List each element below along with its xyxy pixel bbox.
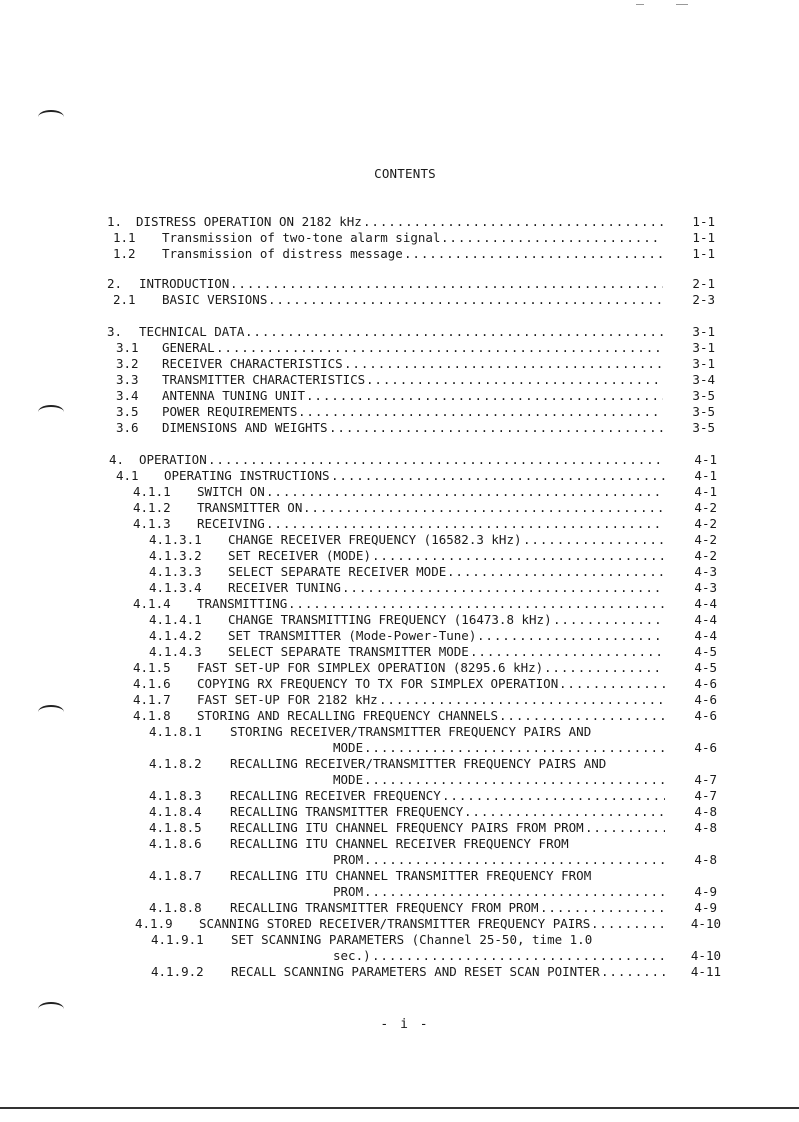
toc-entry-title: SET TRANSMITTER (Mode-Power-Tune) (228, 628, 477, 643)
toc-entry-page: 4-4 (694, 628, 717, 643)
punch-hole-mark (38, 1002, 64, 1016)
toc-entry[interactable] (0, 230, 799, 246)
toc-entry-page: 1-1 (692, 214, 715, 229)
toc-entry[interactable] (0, 900, 799, 916)
toc-entry-title: RECALLING ITU CHANNEL RECEIVER FREQUENCY FROM (230, 836, 569, 851)
toc-entry-number: 4.1.9.1 (151, 932, 204, 947)
dot-leader (477, 628, 665, 644)
toc-entry-title: SCANNING STORED RECEIVER/TRANSMITTER FREQUENCY PAIRS (199, 916, 591, 931)
toc-entry-page: 3-1 (692, 340, 715, 355)
toc-entry-page: 4-8 (694, 804, 717, 819)
toc-entry-number: 4.1.3.2 (149, 548, 202, 563)
toc-entry-page: 4-9 (694, 884, 717, 899)
toc-entry-title: TRANSMITTER CHARACTERISTICS (162, 372, 366, 387)
toc-entry-title: RECALL SCANNING PARAMETERS AND RESET SCAN POINTER (231, 964, 600, 979)
toc-entry[interactable] (0, 580, 799, 596)
toc-entry-page: 4-8 (694, 852, 717, 867)
toc-entry-number: 4.1.2 (133, 500, 171, 515)
toc-entry[interactable] (0, 964, 799, 980)
toc-entry-page: 4-1 (694, 452, 717, 467)
dot-leader (540, 900, 665, 916)
toc-entry-number: 4.1.4.2 (149, 628, 202, 643)
toc-entry-page: 1-1 (692, 230, 715, 245)
toc-entry-page: 3-4 (692, 372, 715, 387)
dot-leader (268, 292, 663, 308)
toc-entry-title: GENERAL (162, 340, 215, 355)
toc-entry-title: RECEIVING (197, 516, 265, 531)
toc-entry-number: 4.1.4.1 (149, 612, 202, 627)
toc-entry-page: 4-5 (694, 660, 717, 675)
toc-entry-page: 2-3 (692, 292, 715, 307)
dot-leader (363, 214, 663, 230)
toc-entry-page: 4-5 (694, 644, 717, 659)
toc-entry-title-continuation: PROM (333, 852, 364, 867)
toc-entry-title: FAST SET-UP FOR SIMPLEX OPERATION (8295.6 kHz) (197, 660, 544, 675)
toc-entry-number: 3. (107, 324, 123, 339)
toc-entry-page: 4-7 (694, 772, 717, 787)
toc-entry-title: FAST SET-UP FOR 2182 kHz (197, 692, 378, 707)
toc-entry-title: RECALLING ITU CHANNEL TRANSMITTER FREQUENCY FROM (230, 868, 592, 883)
toc-entry-number: 4.1 (116, 468, 139, 483)
toc-entry-number: 4.1.8.5 (149, 820, 202, 835)
toc-entry-page: 4-1 (694, 484, 717, 499)
toc-entry-number: 3.6 (116, 420, 139, 435)
toc-entry[interactable] (0, 276, 799, 292)
toc-entry-title: Transmission of two-tone alarm signal (162, 230, 441, 245)
dot-leader (523, 532, 665, 548)
toc-entry[interactable] (0, 804, 799, 820)
dot-leader (303, 500, 665, 516)
toc-entry-title: CHANGE RECEIVER FREQUENCY (16582.3 kHz) (228, 532, 522, 547)
toc-entry-title-continuation: PROM (333, 884, 364, 899)
dot-leader (329, 420, 663, 436)
dot-leader (366, 372, 663, 388)
toc-entry[interactable] (0, 612, 799, 628)
dot-leader (364, 884, 665, 900)
toc-entry-number: 4.1.3.3 (149, 564, 202, 579)
dot-leader (364, 740, 665, 756)
toc-entry-number: 4.1.8.2 (149, 756, 202, 771)
dot-leader (553, 612, 665, 628)
toc-entry-number: 4.1.4 (133, 596, 171, 611)
toc-entry-number: 3.5 (116, 404, 139, 419)
toc-entry[interactable] (0, 788, 799, 804)
toc-entry[interactable] (0, 404, 799, 420)
toc-entry-title: SELECT SEPARATE RECEIVER MODE (228, 564, 447, 579)
toc-entry-title: RECALLING ITU CHANNEL FREQUENCY PAIRS FROM PROM (230, 820, 584, 835)
dot-leader (331, 468, 665, 484)
toc-entry-page: 4-10 (690, 948, 721, 963)
toc-entry[interactable] (0, 388, 799, 404)
toc-entry-title: TRANSMITTING (197, 596, 288, 611)
toc-entry-continuation (0, 852, 799, 868)
toc-entry[interactable] (0, 724, 799, 740)
toc-entry-number: 4.1.3 (133, 516, 171, 531)
dot-leader (288, 596, 665, 612)
toc-entry-number: 2. (107, 276, 123, 291)
toc-entry-number: 3.2 (116, 356, 139, 371)
page-title: CONTENTS (374, 166, 436, 181)
toc-entry[interactable] (0, 932, 799, 948)
toc-entry-title: TECHNICAL DATA (139, 324, 245, 339)
dot-leader (298, 404, 663, 420)
toc-entry-number: 1.2 (113, 246, 136, 261)
toc-entry-page: 4-11 (690, 964, 721, 979)
toc-entry[interactable] (0, 916, 799, 932)
toc-entry[interactable] (0, 532, 799, 548)
toc-entry-number: 3.3 (116, 372, 139, 387)
toc-entry-number: 3.4 (116, 388, 139, 403)
toc-entry[interactable] (0, 484, 799, 500)
dot-leader (404, 246, 663, 262)
dot-leader (266, 484, 665, 500)
toc-entry-number: 4. (109, 452, 125, 467)
toc-entry-page: 4-2 (694, 532, 717, 547)
toc-entry[interactable] (0, 214, 799, 230)
toc-entry[interactable] (0, 356, 799, 372)
toc-entry-page: 4-6 (694, 676, 717, 691)
scan-speck (676, 4, 688, 5)
toc-entry[interactable] (0, 324, 799, 340)
toc-entry-title: INTRODUCTION (139, 276, 230, 291)
dot-leader (464, 804, 665, 820)
toc-entry-number: 4.1.3.1 (149, 532, 202, 547)
toc-entry-page: 3-5 (692, 404, 715, 419)
dot-leader (245, 324, 663, 340)
toc-entry[interactable] (0, 468, 799, 484)
toc-entry[interactable] (0, 836, 799, 852)
toc-entry-number: 4.1.3.4 (149, 580, 202, 595)
toc-entry-title: RECALLING TRANSMITTER FREQUENCY FROM PROM (230, 900, 539, 915)
toc-entry-number: 4.1.8.6 (149, 836, 202, 851)
page-number-footer: - i - (380, 1017, 430, 1032)
toc-entry-continuation (0, 772, 799, 788)
toc-entry-title: COPYING RX FREQUENCY TO TX FOR SIMPLEX OPERATION (197, 676, 559, 691)
toc-entry-number: 4.1.7 (133, 692, 171, 707)
dot-leader (372, 548, 665, 564)
toc-entry[interactable] (0, 292, 799, 308)
toc-entry-page: 4-3 (694, 564, 717, 579)
toc-entry-title: OPERATION (139, 452, 207, 467)
toc-entry-page: 4-10 (690, 916, 721, 931)
toc-entry-page: 4-3 (694, 580, 717, 595)
toc-entry-title: TRANSMITTER ON (197, 500, 303, 515)
toc-entry-number: 4.1.6 (133, 676, 171, 691)
toc-entry-title: OPERATING INSTRUCTIONS (164, 468, 330, 483)
toc-entry-page: 4-6 (694, 740, 717, 755)
toc-entry-title: SWITCH ON (197, 484, 265, 499)
toc-entry[interactable] (0, 516, 799, 532)
toc-entry-title-continuation: MODE (333, 772, 364, 787)
dot-leader (364, 772, 665, 788)
toc-entry-page: 4-7 (694, 788, 717, 803)
toc-entry[interactable] (0, 628, 799, 644)
dot-leader (601, 964, 669, 980)
dot-leader (306, 388, 663, 404)
dot-leader (442, 788, 665, 804)
toc-entry[interactable] (0, 868, 799, 884)
toc-entry-page: 4-4 (694, 612, 717, 627)
toc-entry-page: 4-6 (694, 708, 717, 723)
toc-entry-title: RECEIVER CHARACTERISTICS (162, 356, 343, 371)
dot-leader (216, 340, 663, 356)
toc-entry-number: 4.1.8 (133, 708, 171, 723)
toc-entry-page: 4-1 (694, 468, 717, 483)
toc-entry-title: RECEIVER TUNING (228, 580, 341, 595)
bottom-rule (0, 1107, 799, 1109)
punch-hole-mark (38, 110, 64, 124)
toc-entry-page: 4-9 (694, 900, 717, 915)
toc-entry[interactable] (0, 372, 799, 388)
toc-entry[interactable] (0, 340, 799, 356)
toc-entry-title-continuation: sec.) (333, 948, 371, 963)
toc-entry-page: 3-5 (692, 420, 715, 435)
toc-entry-page: 3-5 (692, 388, 715, 403)
toc-entry[interactable] (0, 644, 799, 660)
dot-leader (499, 708, 665, 724)
toc-entry-number: 3.1 (116, 340, 139, 355)
toc-entry-continuation (0, 948, 799, 964)
toc-entry-number: 4.1.8.8 (149, 900, 202, 915)
toc-entry-continuation (0, 884, 799, 900)
dot-leader (364, 852, 665, 868)
toc-entry-number: 4.1.8.7 (149, 868, 202, 883)
dot-leader (266, 516, 665, 532)
toc-entry-page: 1-1 (692, 246, 715, 261)
dot-leader (379, 692, 665, 708)
toc-entry-title: ANTENNA TUNING UNIT (162, 388, 305, 403)
toc-entry[interactable] (0, 660, 799, 676)
toc-entry-title: RECALLING TRANSMITTER FREQUENCY (230, 804, 464, 819)
toc-entry[interactable] (0, 420, 799, 436)
toc-entry-page: 2-1 (692, 276, 715, 291)
dot-leader (342, 580, 665, 596)
dot-leader (441, 230, 663, 246)
toc-entry-number: 2.1 (113, 292, 136, 307)
toc-entry-title: SET SCANNING PARAMETERS (Channel 25-50, time 1.0 (231, 932, 593, 947)
toc-entry-number: 1. (107, 214, 123, 229)
toc-entry-title: Transmission of distress message (162, 246, 403, 261)
toc-entry-number: 4.1.8.4 (149, 804, 202, 819)
toc-entry-title: DIMENSIONS AND WEIGHTS (162, 420, 328, 435)
dot-leader (544, 660, 665, 676)
dot-leader (230, 276, 663, 292)
dot-leader (372, 948, 669, 964)
toc-entry[interactable] (0, 692, 799, 708)
toc-entry[interactable] (0, 708, 799, 724)
toc-entry-page: 3-1 (692, 324, 715, 339)
dot-leader (591, 916, 669, 932)
toc-entry[interactable] (0, 756, 799, 772)
dot-leader (208, 452, 665, 468)
toc-entry-number: 4.1.9 (135, 916, 173, 931)
toc-entry-continuation (0, 740, 799, 756)
toc-entry-title: SET RECEIVER (MODE) (228, 548, 371, 563)
toc-entry-number: 4.1.8.3 (149, 788, 202, 803)
toc-entry-title: POWER REQUIREMENTS (162, 404, 298, 419)
dot-leader (344, 356, 663, 372)
toc-entry-page: 4-2 (694, 500, 717, 515)
toc-entry-page: 4-2 (694, 548, 717, 563)
toc-entry[interactable] (0, 500, 799, 516)
toc-entry-page: 4-8 (694, 820, 717, 835)
dot-leader (585, 820, 665, 836)
toc-entry-number: 4.1.4.3 (149, 644, 202, 659)
toc-entry[interactable] (0, 246, 799, 262)
toc-entry-title: RECALLING RECEIVER FREQUENCY (230, 788, 441, 803)
toc-entry-number: 1.1 (113, 230, 136, 245)
scan-speck (636, 4, 644, 5)
dot-leader (559, 676, 665, 692)
toc-entry-title-continuation: MODE (333, 740, 364, 755)
toc-entry-number: 4.1.9.2 (151, 964, 204, 979)
toc-entry-page: 4-2 (694, 516, 717, 531)
toc-entry-title: SELECT SEPARATE TRANSMITTER MODE (228, 644, 469, 659)
toc-entry-page: 3-1 (692, 356, 715, 371)
toc-entry-number: 4.1.1 (133, 484, 171, 499)
toc-entry[interactable] (0, 548, 799, 564)
toc-entry-title: BASIC VERSIONS (162, 292, 268, 307)
toc-entry-number: 4.1.5 (133, 660, 171, 675)
toc-entry[interactable] (0, 596, 799, 612)
dot-leader (447, 564, 665, 580)
toc-entry-title: CHANGE TRANSMITTING FREQUENCY (16473.8 kHz) (228, 612, 552, 627)
toc-entry-number: 4.1.8.1 (149, 724, 202, 739)
toc-entry-page: 4-4 (694, 596, 717, 611)
toc-entry-title: STORING RECEIVER/TRANSMITTER FREQUENCY PAIRS AND (230, 724, 592, 739)
toc-entry[interactable] (0, 820, 799, 836)
toc-entry[interactable] (0, 564, 799, 580)
toc-entry-title: RECALLING RECEIVER/TRANSMITTER FREQUENCY PAIRS AND (230, 756, 607, 771)
toc-entry-title: STORING AND RECALLING FREQUENCY CHANNELS (197, 708, 499, 723)
toc-entry-title: DISTRESS OPERATION ON 2182 kHz (136, 214, 362, 229)
toc-entry[interactable] (0, 452, 799, 468)
toc-entry[interactable] (0, 676, 799, 692)
toc-entry-page: 4-6 (694, 692, 717, 707)
dot-leader (470, 644, 665, 660)
